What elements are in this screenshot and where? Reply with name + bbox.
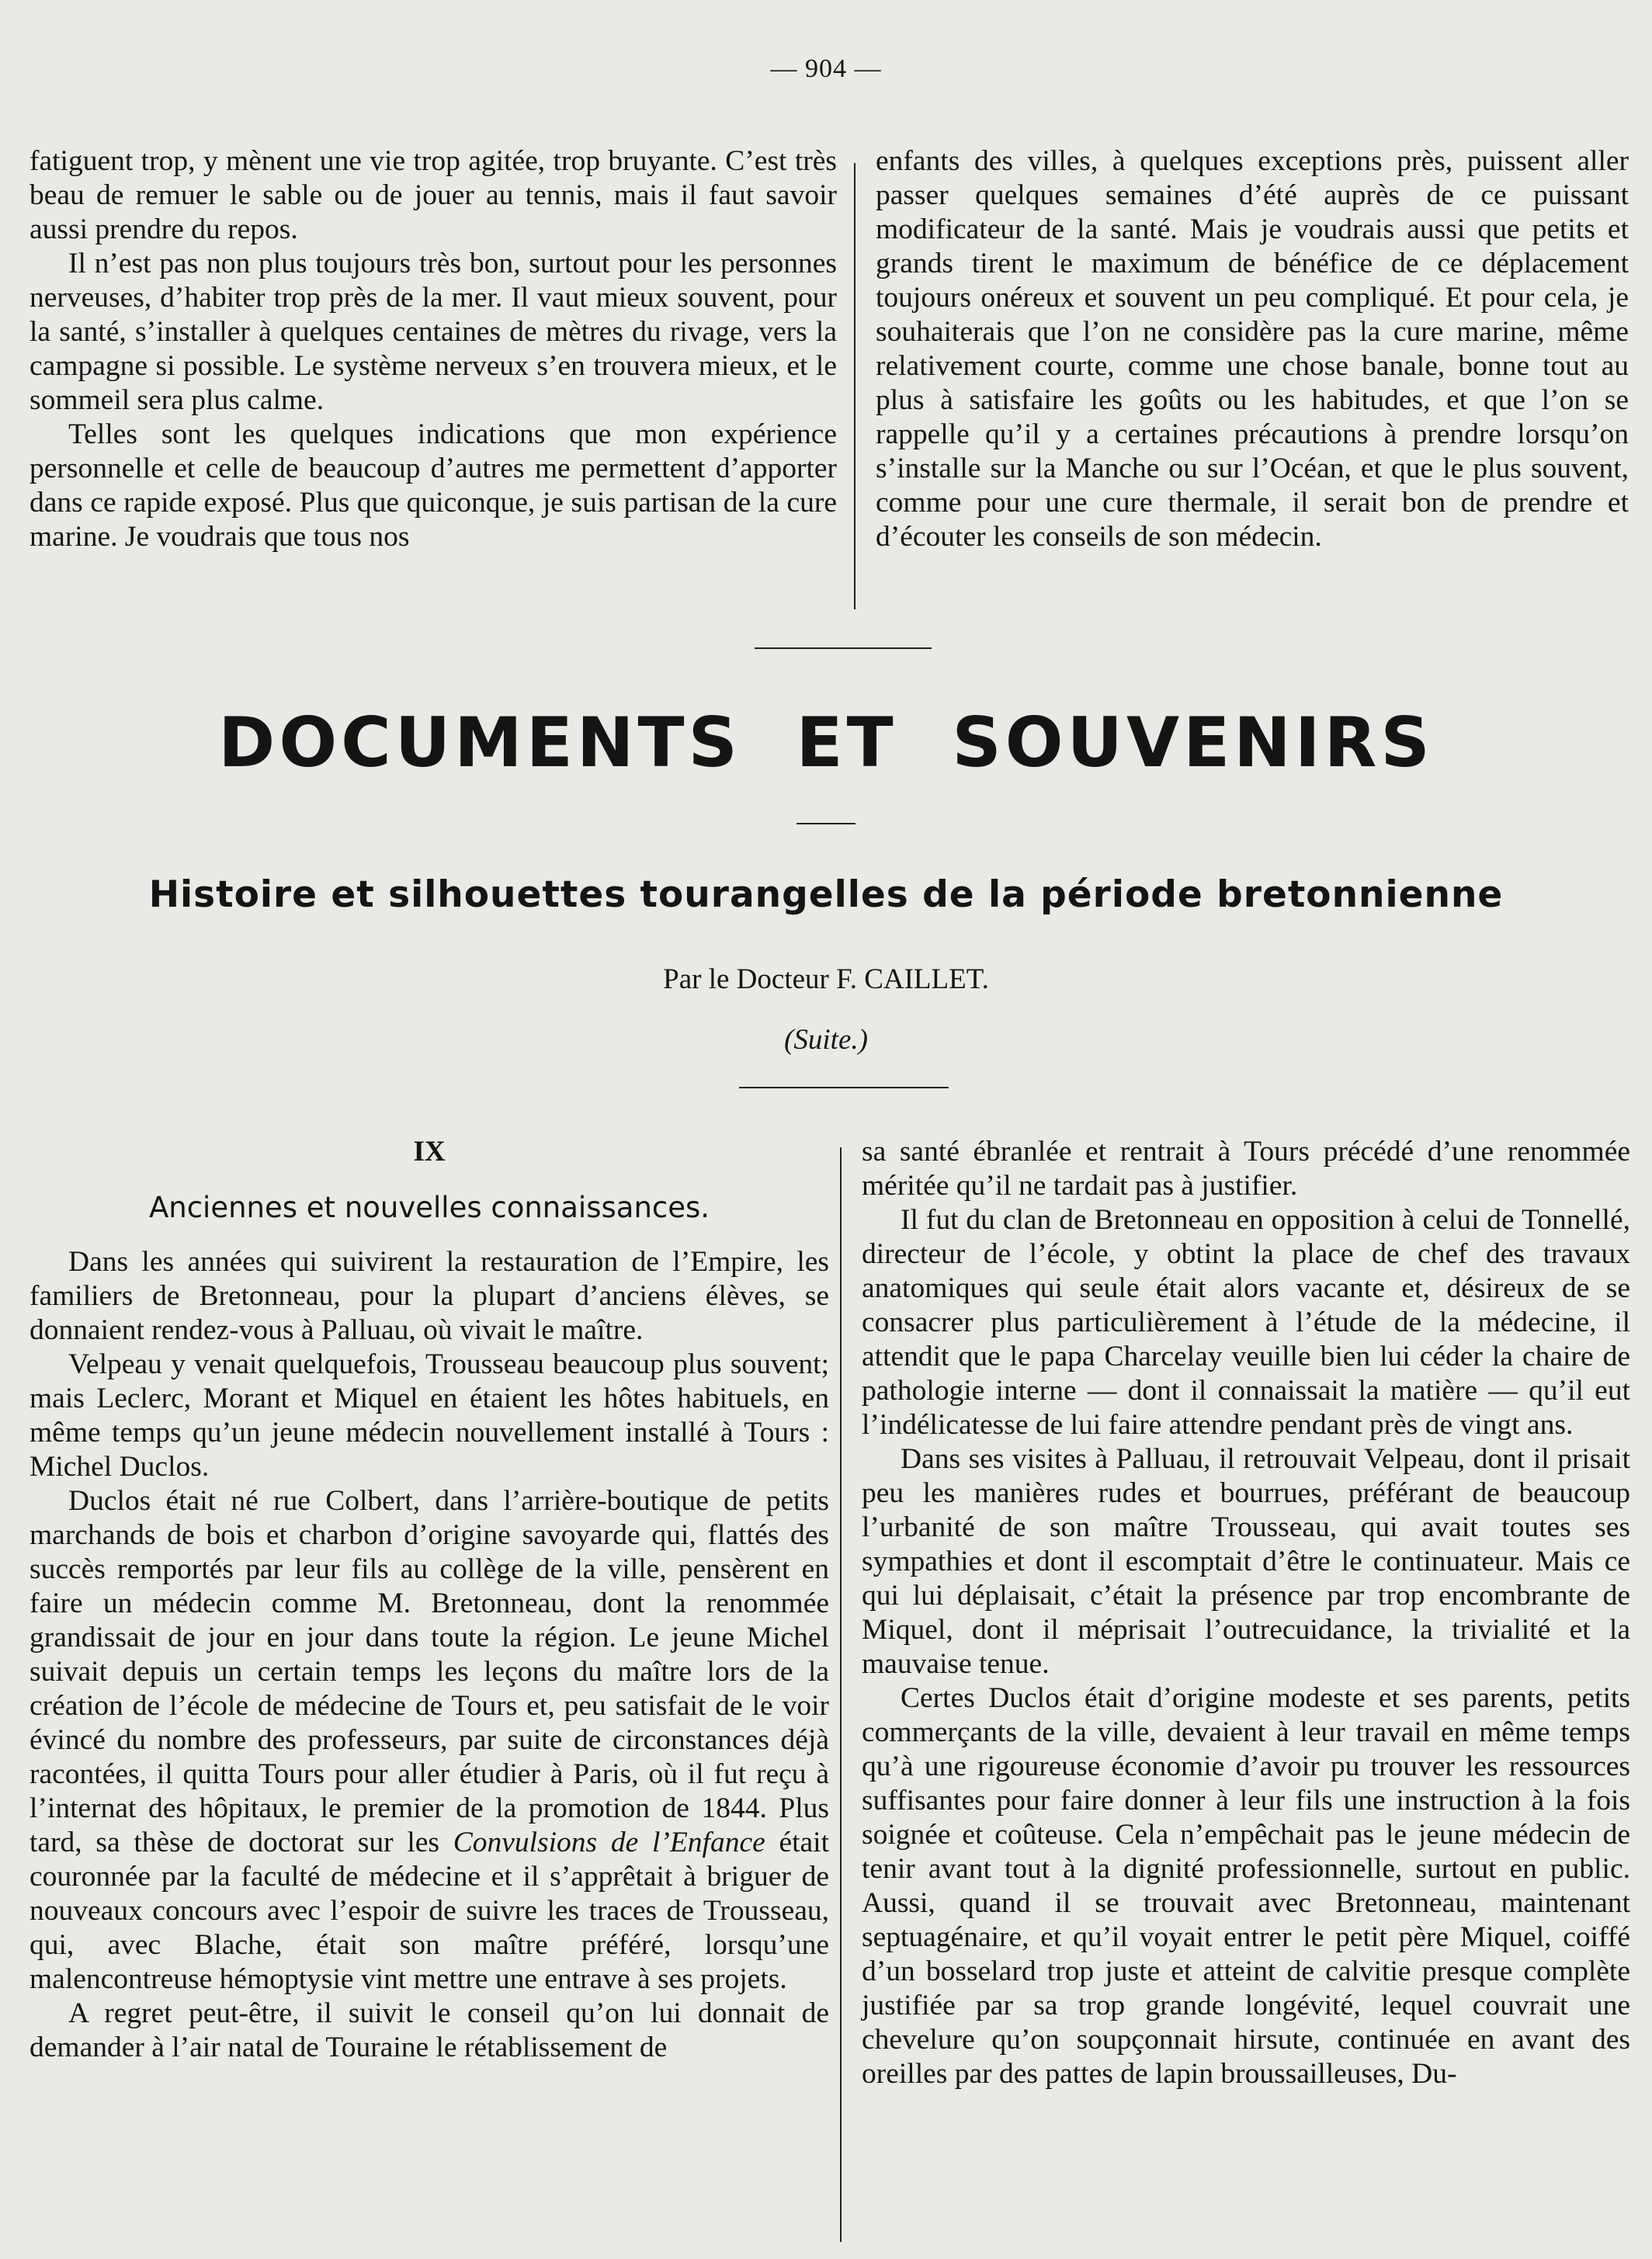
paragraph: Velpeau y venait quelquefois, Trousseau beaucoup plus souvent; mais Leclerc, Morant et Miquel en étaient les hôtes habituels, en même temps qu’un jeune médecin nouvellement installé à Tours : Michel Duclos.: [30, 1348, 829, 1483]
column-rule-top: [854, 163, 856, 609]
column-rule-bottom: [840, 1147, 842, 2242]
paragraph: fatiguent trop, y mènent une vie trop agitée, trop bruyante. C’est très beau de remuer le sable ou de jouer au tennis, mais il faut savoir aussi prendre du repos.: [30, 145, 837, 245]
separator-rule: [755, 647, 932, 649]
page-title: DOCUMENTS ET SOUVENIRS: [218, 703, 1434, 782]
paragraph: sa santé ébranlée et rentrait à Tours précédé d’une renommée méritée qu’il ne tardait pas à justifier.: [862, 1136, 1630, 1202]
paragraph: A regret peut-être, il suivit le conseil qu’on lui donnait de demander à l’air natal de Touraine le rétablissement de: [30, 1997, 829, 2063]
section-number: IX: [413, 1136, 446, 1168]
paragraph: Dans les années qui suivirent la restauration de l’Empire, les familiers de Bretonneau, pour la plupart d’anciens élèves, se donnaient rendez-vous à Palluau, où vivait le maître.: [30, 1246, 829, 1346]
top-left-column: [30, 144, 837, 554]
paragraph-text: était couronnée par la faculté de médecine et il s’apprêtait à briguer de nouveaux concours avec l’espoir de suivre les traces de Trousseau, qui, avec Blache, était son maître préféré, lorsqu’une malencontreuse hémoptysie vint mettre une entrave à ses projets.: [30, 1827, 830, 1995]
paragraph: enfants des villes, à quelques exceptions près, puissent aller passer quelques semaines d’été auprès de ce puissant modificateur de la santé. Mais je voudrais aussi que petits et grands tirent le maximum de bénéfice de ce déplacement toujours onéreux et souvent un peu compliqué. Et pour cela, je souhaiterais que l’on ne considère pas la cure marine, même relativement courte, comme une chose banale, bonne tout au plus à satisfaire les goûts ou les habitudes, et que l’on se rappelle qu’il y a certaines précautions à prendre lorsqu’on s’installe sur la Manche ou sur l’Océan, et que le plus souvent, comme pour une cure thermale, il serait bon de prendre et d’écouter les conseils de son médecin.: [876, 145, 1629, 553]
paragraph: Certes Duclos était d’origine modeste et ses parents, petits commerçants de la ville, devaient à leur travail en même temps qu’à une rigoureuse économie d’avoir pu trouver les ressources suffisantes pour faire donner à leur fils une instruction à la fois soignée et coûteuse. Cela n’empêchait pas le jeune médecin de tenir avant tout à la dignité professionnelle, surtout en public. Aussi, quand il se trouvait avec Bretonneau, maintenant septuagénaire, et qu’il voyait entrer le petit père Miquel, coiffé d’un bosselard trop juste et atteint de calvitie presque complète justifiée par sa trop grande longévité, lequel couvrait une chevelure qu’on soupçonnait hirsute, continuée en avant des oreilles par des pattes de lapin broussailleuses, Du-: [862, 1682, 1630, 2090]
paragraph: Il fut du clan de Bretonneau en opposition à celui de Tonnellé, directeur de l’école, y obtint la place de chef des travaux anatomiques qui seule était alors vacante et, désireux de se consacrer plus particulièrement à l’étude de la médecine, il attendit que le papa Charcelay veuille bien lui céder la chaire de pathologie interne — dont il connaissait la matière — qu’il eut l’indélicatesse de lui faire attendre pendant près de vingt ans.: [862, 1204, 1630, 1441]
title-rule: [796, 823, 856, 824]
paragraph-text: Duclos était né rue Colbert, dans l’arrière-boutique de petits marchands de bois et charbon d’origine savoyarde qui, flattés des succès remportés par leur fils au collège de la ville, pensèrent en faire un médecin comme M. Bretonneau, dont la renommée grandissait de jour en jour dans toute la région. Le jeune Michel suivait depuis un certain temps les leçons du maître lors de la création de l’école de médecine de Tours et, peu satisfait de le voir évincé du nombre des professeurs, par suite de circonstances déjà racontées, il quitta Tours pour aller étudier à Paris, où il fut reçu à l’internat des hôpitaux, le premier de la promotion de 1844. Plus tard, sa thèse de doctorat sur les: [30, 1485, 829, 1858]
page-number: — 904 —: [770, 54, 882, 83]
top-right-column: [876, 144, 1629, 554]
suite-note: (Suite.): [784, 1024, 868, 1056]
bottom-left-column: [30, 1135, 829, 2065]
bottom-right-column: [862, 1135, 1630, 2091]
italic-title: Convulsions de l’Enfance: [453, 1827, 765, 1858]
paragraph: Il n’est pas non plus toujours très bon, surtout pour les personnes nerveuses, d’habiter trop près de la mer. Il vaut mieux souvent, pour la santé, s’installer à quelques centaines de mètres du rivage, vers la campagne si possible. Le système nerveux s’en trouvera mieux, et le sommeil sera plus calme.: [30, 248, 837, 416]
byline: Par le Docteur F. CAILLET.: [663, 963, 989, 995]
paragraph: [30, 1484, 829, 1997]
article-subtitle: Histoire et silhouettes tourangelles de la période bretonnienne: [148, 873, 1504, 916]
section-title: Anciennes et nouvelles connaissances.: [148, 1191, 710, 1224]
header-bottom-rule: [739, 1087, 949, 1088]
paragraph: Telles sont les quelques indications que mon expérience personnelle et celle de beaucoup d’autres me permettent d’apporter dans ce rapide exposé. Plus que quiconque, je suis partisan de la cure marine. Je voudrais que tous nos: [30, 418, 837, 553]
paragraph: Dans ses visites à Palluau, il retrouvait Velpeau, dont il prisait peu les manières rudes et bourrues, préférant de beaucoup l’urbanité de son maître Trousseau, qui avait toutes ses sympathies et dont il escomptait d’être le continuateur. Mais ce qui lui déplaisait, c’était la présence par trop encombrante de Miquel, dont il méprisait l’outrecuidance, la trivialité et la mauvaise tenue.: [862, 1443, 1630, 1680]
